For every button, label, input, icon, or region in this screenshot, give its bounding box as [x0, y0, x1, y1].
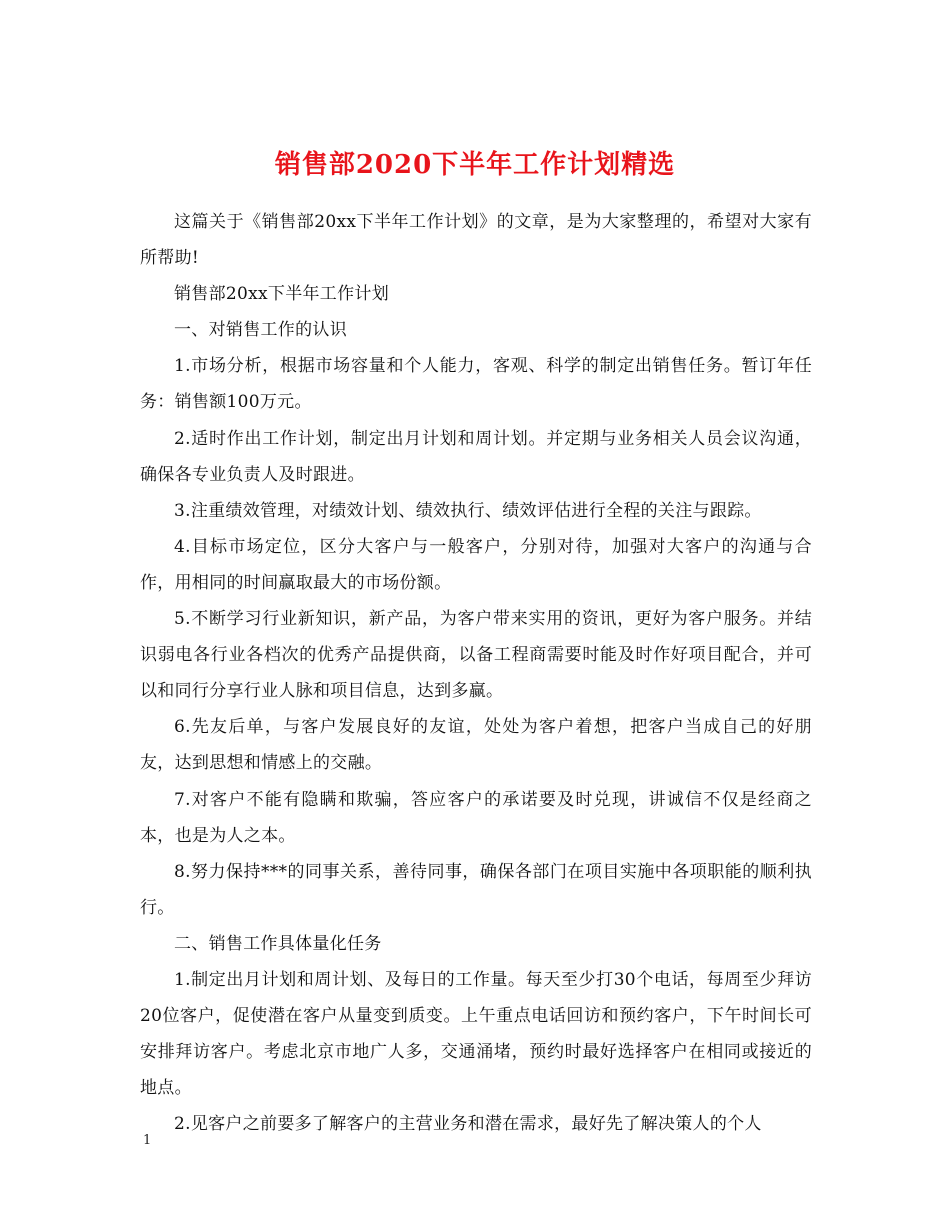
document-title: 销售部2020下半年工作计划精选: [274, 150, 676, 181]
paragraph-item: 8.努力保持***的同事关系，善待同事，确保各部门在项目实施中各项职能的顺利执行。: [140, 861, 812, 918]
paragraph-item: 1.市场分析，根据市场容量和个人能力，客观、科学的制定出销售任务。暂订年任务：销售额100万元。: [140, 356, 812, 413]
paragraph-item: 2.适时作出工作计划，制定出月计划和周计划。并定期与业务相关人员会议沟通，确保各专业负责人及时跟进。: [140, 428, 812, 485]
paragraph-item: 4.目标市场定位，区分大客户与一般客户，分别对待，加强对大客户的沟通与合作，用相同的时间赢取最大的市场份额。: [140, 536, 812, 593]
paragraph-subtitle: 销售部20xx下半年工作计划: [174, 284, 390, 305]
section-heading-2: 二、销售工作具体量化任务: [174, 933, 382, 954]
paragraph-item: 3.注重绩效管理，对绩效计划、绩效执行、绩效评估进行全程的关注与跟踪。: [174, 500, 762, 521]
paragraph-item: 2.见客户之前要多了解客户的主营业务和潜在需求，最好先了解决策人的个人: [174, 1114, 762, 1135]
paragraph-item: 5.不断学习行业新知识，新产品，为客户带来实用的资讯，更好为客户服务。并结识弱电各行业各档次的优秀产品提供商，以备工程商需要时能及时作好项目配合，并可以和同行分享行业人脉和项目信息，达到多赢。: [140, 609, 812, 702]
paragraph-item: 7.对客户不能有隐瞒和欺骗，答应客户的承诺要及时兑现，讲诚信不仅是经商之本，也是为人之本。: [140, 789, 812, 846]
page-number: 1: [143, 1133, 152, 1148]
document-body: [140, 204, 812, 1142]
paragraph-item: 6.先友后单，与客户发展良好的友谊，处处为客户着想，把客户当成自己的好朋友，达到思想和情感上的交融。: [140, 717, 812, 774]
section-heading-1: 一、对销售工作的认识: [174, 320, 347, 341]
paragraph-intro: 这篇关于《销售部20xx下半年工作计划》的文章，是为大家整理的，希望对大家有所帮助!: [140, 212, 812, 269]
paragraph-item: 1.制定出月计划和周计划、及每日的工作量。每天至少打30个电话，每周至少拜访20位客户，促使潜在客户从量变到质变。上午重点电话回访和预约客户，下午时间长可安排拜访客户。考虑北京市地广人多，交通涌堵，预约时最好选择客户在相同或接近的地点。: [140, 969, 812, 1099]
